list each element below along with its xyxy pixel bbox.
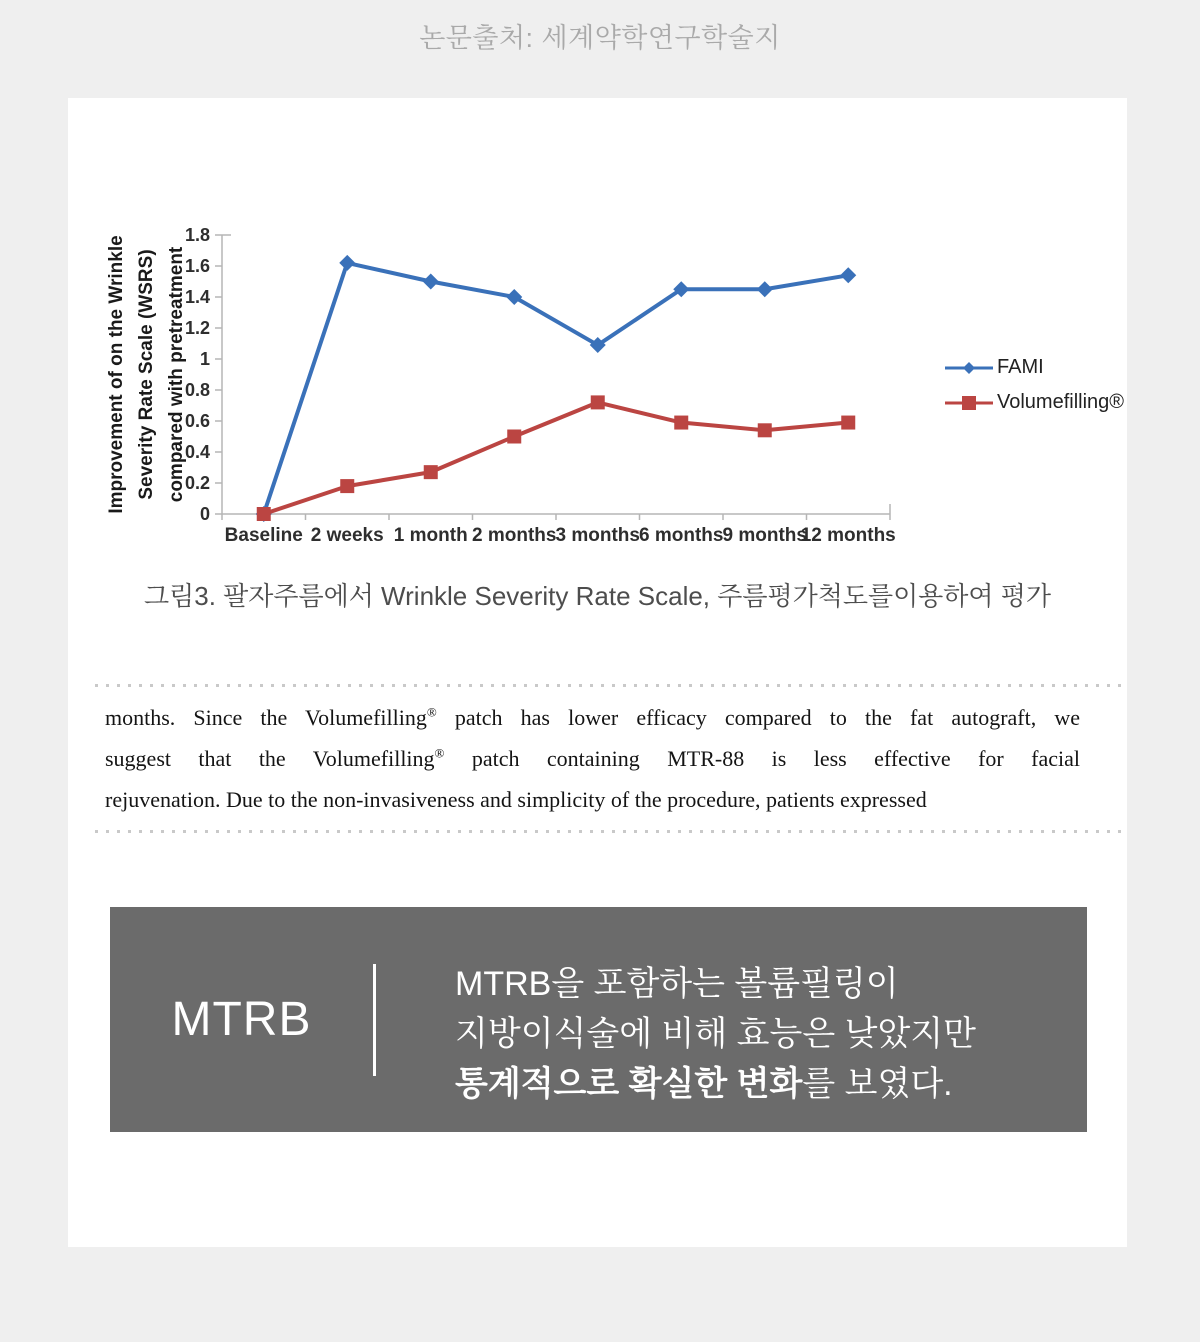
- mtrb-summary-line-2: 지방이식술에 비해 효능은 낮았지만: [455, 1015, 976, 1053]
- source-header: 논문출처: 세계약학연구학술지: [419, 23, 781, 53]
- svg-text:0.4: 0.4: [184, 442, 210, 462]
- chart-legend: [945, 356, 1124, 414]
- svg-text:1.6: 1.6: [184, 256, 210, 276]
- excerpt-line-1: months. Since the Volumefilling® patch has lower efficacy compared to the fat autograft, we: [105, 704, 1081, 730]
- svg-text:2 weeks: 2 weeks: [310, 525, 384, 546]
- mtrb-summary-text: [455, 959, 976, 1109]
- dotted-separator-bottom: [95, 830, 1121, 833]
- svg-text:0: 0: [199, 504, 210, 524]
- svg-text:1.4: 1.4: [184, 287, 210, 307]
- svg-text:6 months: 6 months: [639, 525, 724, 546]
- legend-item-volumefilling: [945, 391, 1124, 414]
- svg-text:2 months: 2 months: [472, 525, 557, 546]
- svg-text:0.6: 0.6: [184, 411, 210, 431]
- content-card: [68, 98, 1127, 1247]
- volumefilling-line-square-icon: [945, 395, 993, 411]
- svg-text:compared with pretreatment: compared with pretreatment: [166, 246, 187, 503]
- svg-text:12 months: 12 months: [800, 525, 896, 546]
- mtrb-label: MTRB: [171, 993, 312, 1046]
- mtrb-summary-line-3: 통계적으로 확실한 변화를 보였다.: [455, 1065, 953, 1103]
- mtrb-summary-line-1: MTRB을 포함하는 볼륨필링이: [455, 965, 899, 1003]
- legend-item-fami: [945, 356, 1124, 379]
- svg-text:1 month: 1 month: [393, 525, 468, 546]
- svg-text:0.2: 0.2: [184, 473, 210, 493]
- excerpt-line-3: rejuvenation. Due to the non-invasiveness and simplicity of the procedure, patients expressed: [105, 787, 927, 812]
- fami-line-diamond-icon: [945, 360, 993, 376]
- figure-caption: 그림3. 팔자주름에서 Wrinkle Severity Rate Scale, 주름평가척도를이용하여 평가: [144, 581, 1051, 611]
- dotted-separator-top: [95, 684, 1121, 687]
- vertical-divider: [373, 964, 376, 1076]
- svg-text:9 months: 9 months: [722, 525, 807, 546]
- svg-text:Baseline: Baseline: [224, 525, 303, 546]
- mtrb-highlight-box: [110, 907, 1087, 1132]
- svg-text:1: 1: [199, 349, 210, 369]
- svg-text:1.8: 1.8: [184, 225, 210, 245]
- legend-label-fami: FAMI: [997, 356, 1044, 378]
- svg-text:Severity Rate Scale (WSRS): Severity Rate Scale (WSRS): [136, 249, 157, 500]
- excerpt-line-2: suggest that the Volumefilling® patch containing MTR-88 is less effective for facial: [105, 745, 1080, 771]
- legend-label-volumefilling: Volumefilling®: [997, 391, 1125, 413]
- svg-text:1.2: 1.2: [184, 318, 210, 338]
- svg-text:0.8: 0.8: [184, 380, 210, 400]
- svg-text:3 months: 3 months: [555, 525, 640, 546]
- svg-text:Improvement of on the Wrinkle: Improvement of on the Wrinkle: [106, 235, 127, 514]
- paper-excerpt: [105, 697, 1080, 820]
